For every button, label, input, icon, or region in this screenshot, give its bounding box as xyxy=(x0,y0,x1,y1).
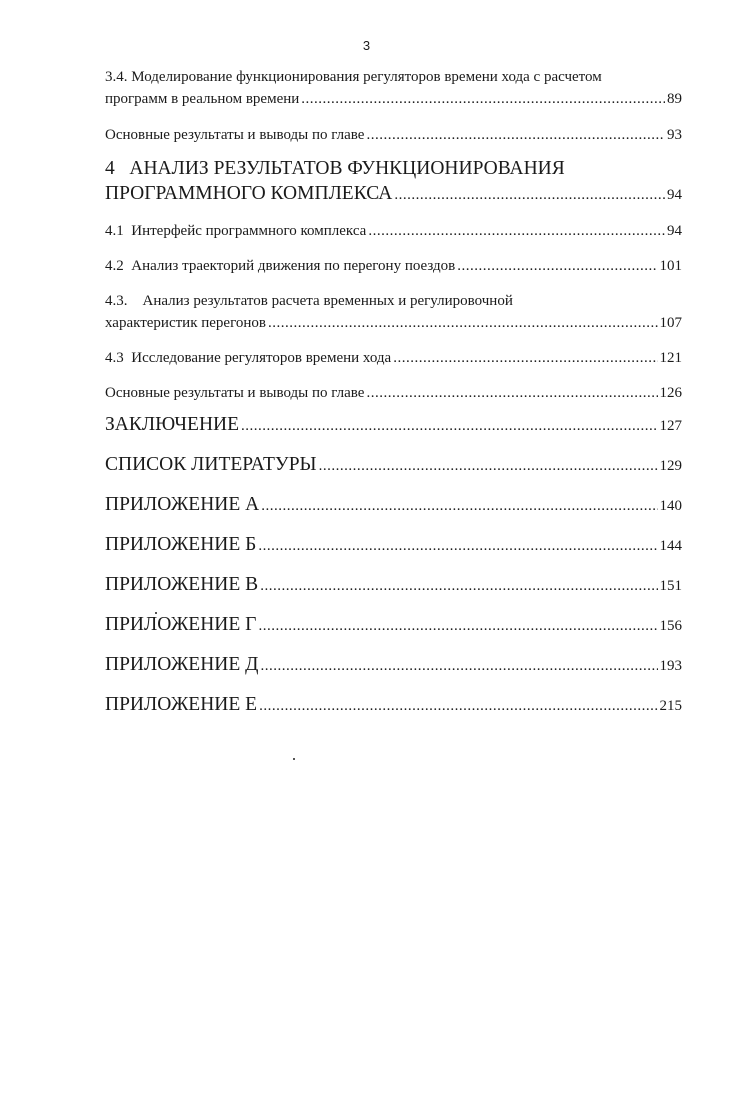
toc-entry-references[interactable] xyxy=(105,452,682,479)
leader-dots xyxy=(261,494,657,519)
toc-page-number: 94 xyxy=(667,223,682,239)
toc-entry-label: ПРИЛОЖЕНИЕ Г xyxy=(105,614,257,635)
toc-page-number: 89 xyxy=(667,91,682,107)
toc-entry-chapter4-line1: 4 АНАЛИЗ РЕЗУЛЬТАТОВ ФУНКЦИОНИРОВАНИЯ xyxy=(105,158,565,179)
toc-page-number: 156 xyxy=(659,618,682,634)
toc-entry-label: ЗАКЛЮЧЕНИЕ xyxy=(105,414,240,435)
toc-entry-appendix-g[interactable] xyxy=(105,612,682,639)
toc-entry-4-3-line1: 4.3. Анализ результатов расчета временных и регулировочной xyxy=(105,293,513,309)
toc-page-number: 140 xyxy=(659,498,682,514)
toc-entry-label: ПРИЛОЖЕНИЕ Д xyxy=(105,654,259,675)
toc-entry-4-3-line2: характеристик перегонов xyxy=(105,315,266,331)
toc-entry-label: 4.2 Анализ траекторий движения по перегону поездов xyxy=(105,258,456,274)
toc-entry-3-4-line1: 3.4. Моделирование функционирования регуляторов времени хода с расчетом xyxy=(105,69,602,85)
toc-entry-label: ПРИЛОЖЕНИЕ А xyxy=(105,494,260,515)
leader-dots xyxy=(260,574,657,599)
toc-entry-label: ПРИЛОЖЕНИЕ Б xyxy=(105,534,257,555)
toc-page-number: 151 xyxy=(659,578,682,594)
toc-entry-label: ПРИЛОЖЕНИЕ Е xyxy=(105,694,258,715)
toc-entry-label: СПИСОК ЛИТЕРАТУРЫ xyxy=(105,454,317,475)
leader-dots xyxy=(366,124,665,146)
toc-entry-label: 4.1 Интерфейс программного комплекса xyxy=(105,223,367,239)
toc-page-number: 94 xyxy=(667,187,682,203)
leader-dots xyxy=(366,382,657,404)
toc-page-number: 121 xyxy=(659,350,682,366)
toc-entry-chapter4[interactable] xyxy=(105,156,682,208)
toc-page-number: 101 xyxy=(659,258,682,274)
toc-entry-chapter3-results[interactable] xyxy=(105,124,682,146)
toc-page-number: 144 xyxy=(659,538,682,554)
table-of-contents xyxy=(105,66,682,719)
toc-entry-3-4-line2: программ в реальном времени xyxy=(105,91,300,107)
toc-entry-label: Основные результаты и выводы по главе xyxy=(105,127,365,143)
toc-entry-chapter4-results[interactable] xyxy=(105,382,682,404)
toc-entry-appendix-b[interactable] xyxy=(105,532,682,559)
toc-entry-4-2[interactable] xyxy=(105,255,682,277)
leader-dots xyxy=(457,255,657,277)
toc-entry-4-3-analysis[interactable] xyxy=(105,290,682,334)
scan-speck xyxy=(293,758,295,760)
toc-entry-appendix-v[interactable] xyxy=(105,572,682,599)
toc-entry-conclusion[interactable] xyxy=(105,412,682,439)
leader-dots xyxy=(319,454,658,479)
leader-dots xyxy=(241,414,657,439)
toc-page-number: 93 xyxy=(667,127,682,143)
toc-page-number: 127 xyxy=(659,418,682,434)
leader-dots xyxy=(368,220,665,242)
toc-page-number: 126 xyxy=(659,385,682,401)
leader-dots xyxy=(393,347,657,369)
toc-page-number: 215 xyxy=(659,698,682,714)
toc-entry-appendix-d[interactable] xyxy=(105,652,682,679)
toc-entry-label: ПРИЛОЖЕНИЕ В xyxy=(105,574,259,595)
toc-entry-label: 4.3 Исследование регуляторов времени хода xyxy=(105,350,392,366)
leader-dots xyxy=(394,183,665,208)
toc-entry-4-1[interactable] xyxy=(105,220,682,242)
leader-dots xyxy=(259,694,657,719)
toc-entry-4-3-regulators[interactable] xyxy=(105,347,682,369)
scan-speck xyxy=(155,612,157,614)
toc-page-number: 129 xyxy=(659,458,682,474)
leader-dots xyxy=(258,534,657,559)
leader-dots xyxy=(258,614,657,639)
toc-entry-appendix-a[interactable] xyxy=(105,492,682,519)
page-number: 3 xyxy=(362,38,371,53)
leader-dots xyxy=(268,312,658,334)
toc-entry-chapter4-line2: ПРОГРАММНОГО КОМПЛЕКСА xyxy=(105,183,393,204)
toc-page-number: 107 xyxy=(659,315,682,331)
toc-entry-label: Основные результаты и выводы по главе xyxy=(105,385,365,401)
leader-dots xyxy=(301,88,665,110)
toc-entry-3-4[interactable] xyxy=(105,66,682,110)
toc-entry-appendix-e[interactable] xyxy=(105,692,682,719)
toc-page-number: 193 xyxy=(659,658,682,674)
leader-dots xyxy=(260,654,657,679)
